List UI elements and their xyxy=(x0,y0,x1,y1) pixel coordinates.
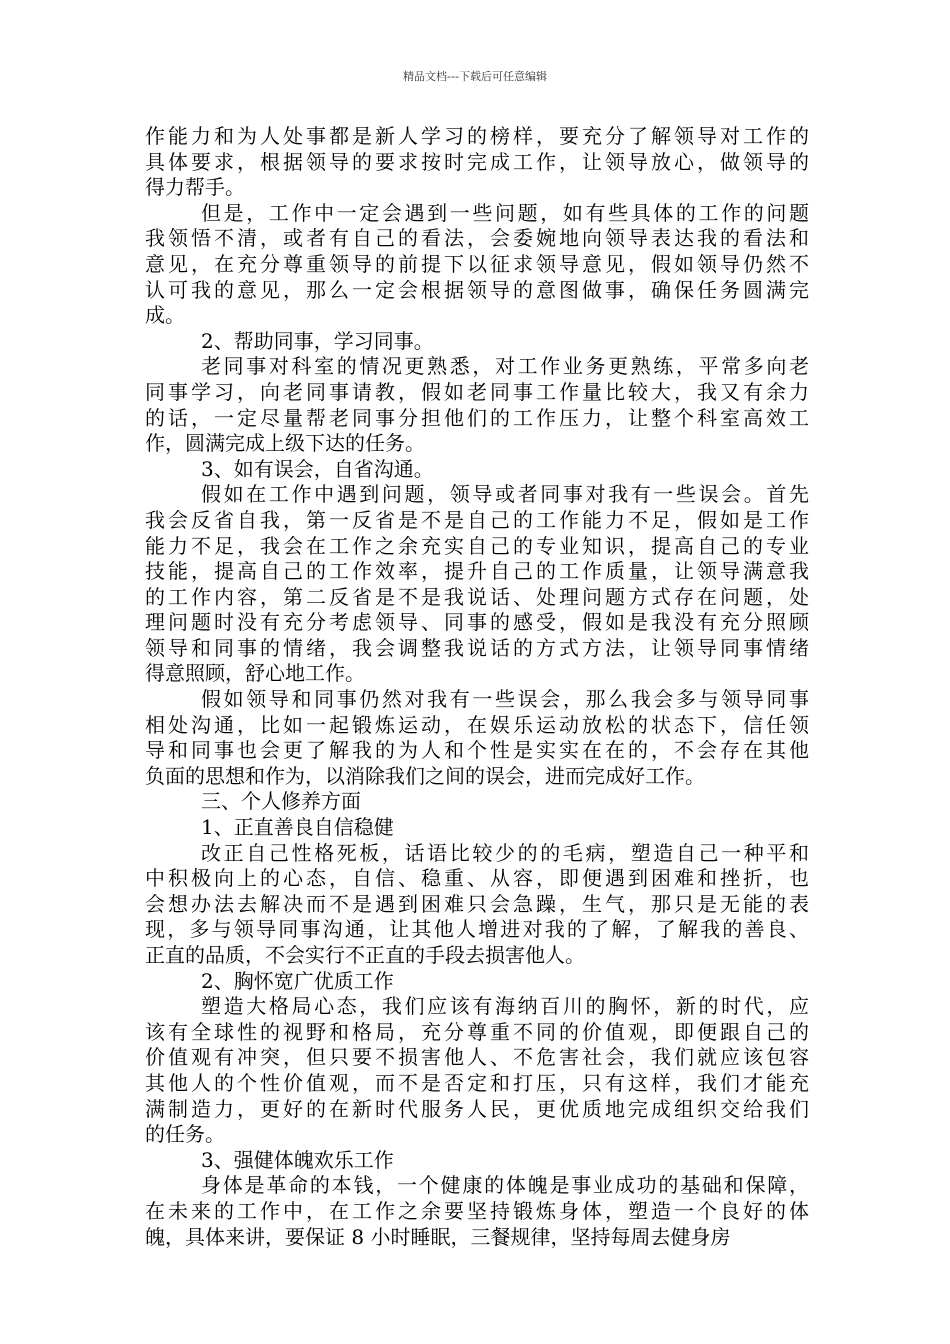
text-line: 作能力和为人处事都是新人学习的榜样，要充分了解领导对工作的 xyxy=(145,124,809,148)
text-line: 假如在工作中遇到问题，领导或者同事对我有一些误会。首先 xyxy=(201,482,809,507)
text-line: 我会反省自我，第一反省是不是自己的工作能力不足，假如是工作 xyxy=(145,507,809,532)
text-line: 意见，在充分尊重领导的前提下以征求领导意见，假如领导仍然不 xyxy=(145,251,809,276)
text-line: 的任务。 xyxy=(145,1122,225,1147)
text-line: 价值观有冲突，但只要不损害他人、不危害社会，我们就应该包容 xyxy=(145,1045,809,1070)
paragraph xyxy=(145,457,809,483)
paragraph xyxy=(145,994,809,1148)
paragraph xyxy=(145,124,809,201)
text-line: 正直的品质，不会实行不正直的手段去损害他人。 xyxy=(145,943,585,967)
text-line: 三、个人修养方面 xyxy=(201,789,361,814)
text-line: 2、帮助同事，学习同事。 xyxy=(201,328,434,353)
paragraph xyxy=(145,1173,809,1250)
text-line: 魄，具体来讲，要保证 8 小时睡眠，三餐规律，坚持每周去健身房 xyxy=(145,1224,731,1249)
text-line: 我领悟不清，或者有自己的看法，会委婉地向领导表达我的看法和 xyxy=(145,226,809,251)
text-line: 的工作内容，第二反省是不是我说话、处理问题方式存在问题，处 xyxy=(145,584,809,609)
paragraph xyxy=(145,789,809,815)
text-line: 塑造大格局心态，我们应该有海纳百川的胸怀，新的时代，应 xyxy=(201,994,809,1019)
text-line: 能力不足，我会在工作之余充实自己的专业知识，提高自己的专业 xyxy=(145,533,809,558)
text-line: 同事学习，向老同事请教，假如老同事工作量比较大，我又有余力 xyxy=(145,379,809,404)
text-line: 相处沟通，比如一起锻炼运动，在娱乐运动放松的状态下，信任领 xyxy=(145,712,809,737)
text-line: 得意照顾，舒心地工作。 xyxy=(145,661,365,686)
text-line: 中积极向上的心态，自信、稳重、从容，即便遇到困难和挫折，也 xyxy=(145,866,809,891)
text-line: 导和同事也会更了解我的为人和个性是实实在在的，不会存在其他 xyxy=(145,738,809,763)
text-line: 其他人的个性价值观，而不是否定和打压，只有这样，我们才能充 xyxy=(145,1070,809,1095)
text-line: 在未来的工作中，在工作之余要坚持锻炼身体，塑造一个良好的体 xyxy=(145,1198,809,1223)
text-line: 假如领导和同事仍然对我有一些误会，那么我会多与领导同事 xyxy=(201,687,809,712)
text-line: 技能，提高自己的工作效率，提升自己的工作质量，让领导满意我 xyxy=(145,559,809,584)
paragraph xyxy=(145,841,809,969)
text-line: 老同事对科室的情况更熟悉，对工作业务更熟练，平常多向老 xyxy=(201,354,809,379)
text-line: 2、胸怀宽广优质工作 xyxy=(201,968,394,993)
paragraph xyxy=(145,354,809,456)
page-header: 精品文档---下载后可任意编辑 xyxy=(403,70,547,83)
text-line: 满制造力，更好的在新时代服务人民，更优质地完成组织交给我们 xyxy=(145,1096,809,1121)
text-line: 的话，一定尽量帮老同事分担他们的工作压力，让整个科室高效工 xyxy=(145,405,809,430)
text-line: 理问题时没有充分考虑领导、同事的感受，假如是我没有充分照顾 xyxy=(145,610,809,635)
paragraph xyxy=(145,1148,809,1174)
text-line: 1、正直善良自信稳健 xyxy=(201,815,394,840)
text-line: 3、如有误会，自省沟通。 xyxy=(201,456,434,481)
text-line: 会想办法去解决而不是遇到困难只会急躁，生气，那只是无能的表 xyxy=(145,891,809,916)
text-line: 得力帮手。 xyxy=(145,175,245,200)
text-line: 改正自己性格死板，话语比较少的的毛病，塑造自己一种平和 xyxy=(201,840,809,865)
text-line: 作，圆满完成上级下达的任务。 xyxy=(145,431,425,456)
text-line: 但是，工作中一定会遇到一些问题，如有些具体的工作的问题 xyxy=(201,200,809,225)
text-line: 身体是革命的本钱，一个健康的体魄是事业成功的基础和保障， xyxy=(201,1173,809,1198)
text-line: 具体要求，根据领导的要求按时完成工作，让领导放心，做领导的 xyxy=(145,149,809,174)
document-body xyxy=(145,124,809,1250)
paragraph xyxy=(145,482,809,687)
paragraph xyxy=(145,329,809,355)
paragraph xyxy=(145,969,809,995)
paragraph xyxy=(145,687,809,789)
text-line: 认可我的意见，那么一定会根据领导的意图做事，确保任务圆满完 xyxy=(145,277,809,302)
text-line: 3、强健体魄欢乐工作 xyxy=(201,1147,394,1172)
text-line: 成。 xyxy=(145,303,185,328)
text-line: 领导和同事的情绪，我会调整我说话的方式方法，让领导同事情绪 xyxy=(145,635,809,660)
paragraph xyxy=(145,815,809,841)
text-line: 负面的思想和作为，以消除我们之间的误会，进而完成好工作。 xyxy=(145,763,705,788)
paragraph xyxy=(145,201,809,329)
text-line: 该有全球性的视野和格局，充分尊重不同的价值观，即便跟自己的 xyxy=(145,1019,809,1044)
text-line: 现，多与领导同事沟通，让其他人增进对我的了解，了解我的善良、 xyxy=(145,917,809,942)
